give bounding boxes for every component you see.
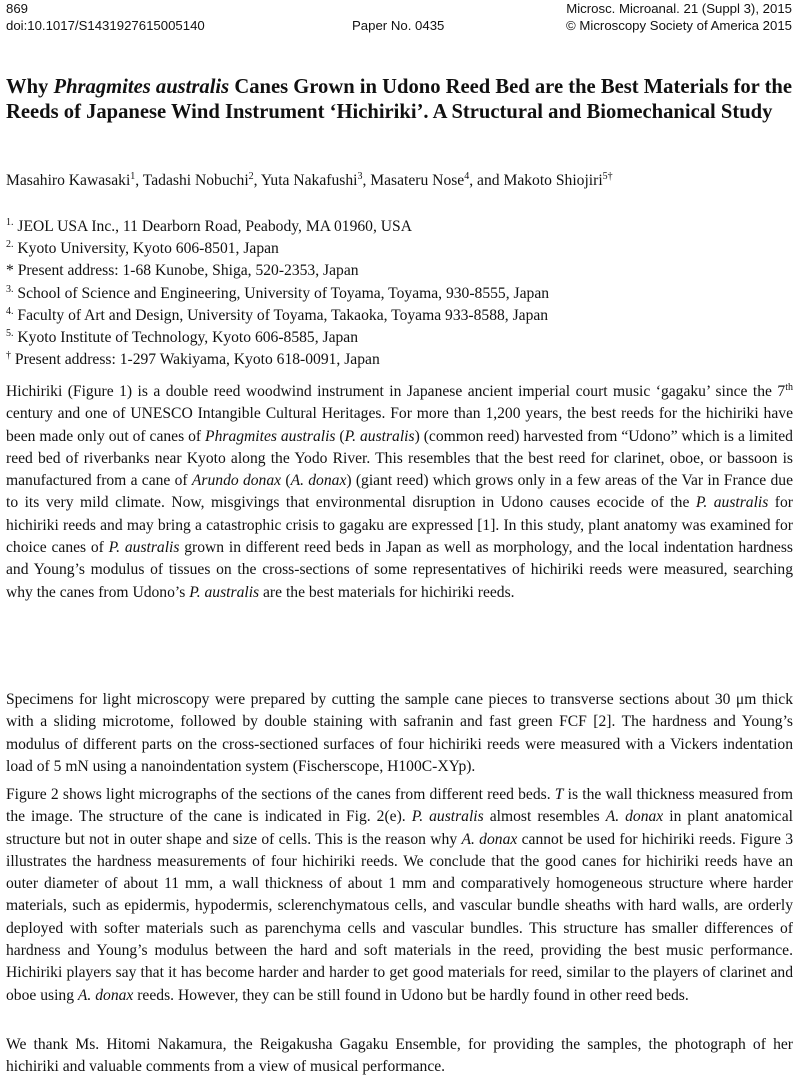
text-run: in plant anatomical structure but not in outer shape and size of cells. This is the reason why [6, 808, 793, 848]
author-name: Masahiro Kawasaki [6, 172, 131, 189]
author-separator: , [362, 172, 371, 189]
affiliation [6, 218, 412, 236]
title-part: Canes Grown in Udono Reed Bed are the Best Materials for the Reeds of Japanese Wind Instrument ‘Hichiriki’. A Structural and Biomechanical Study [6, 76, 793, 123]
affiliation-text: Faculty of Art and Design, University of Toyama, Takaoka, Toyama 933-8588, Japan [13, 307, 549, 324]
affiliation-text: Present address: 1-297 Wakiyama, Kyoto 618-0091, Japan [11, 351, 380, 368]
text-run: ( [281, 472, 291, 490]
author-affiliation-mark: 1 [130, 171, 136, 182]
species-name: Phragmites australis [205, 427, 336, 445]
text-run: century and one of UNESCO Intangible Cultural Heritages. For more than 1,200 years, the best reeds for the hichiriki have been made only out of canes of [6, 405, 793, 445]
author-affiliation-mark: 5† [602, 171, 613, 182]
species-name: A. donax [605, 808, 664, 826]
text-run: almost resembles [483, 808, 606, 826]
affiliation-mark: 5. [6, 328, 14, 339]
page-number: 869 [6, 1, 29, 16]
variable: T [554, 786, 564, 803]
affiliation [6, 307, 548, 325]
affiliation-mark: 4. [6, 306, 14, 317]
paper-number: Paper No. 0435 [352, 18, 445, 33]
species-name: A. donax [461, 830, 518, 848]
affiliation [6, 240, 279, 258]
affiliation [6, 329, 358, 347]
species-name: P. australis [189, 583, 260, 601]
text-run: cannot be used for hichiriki reeds. Figure 3 illustrates the hardness measurements of four hichiriki reeds. We conclude that the good canes for hichiriki reeds have an outer diameter of about 11 mm, a wall thickness of about 1 mm and comparatively homogeneous structure where harder materials, such as epidermis, hypodermis, sclerenchymatous cells, and vascular bundle sheaths with hard walls, are orderly deployed with softer materials such as parenchyma cells and vascular bundles. This structure has smaller differences of hardness and Young’s modulus between the hard and soft materials in the reed, providing the best music performance. Hichiriki players say that it has become harder and harder to get good materials for reed, similar to the players of clarinet and oboe using [6, 830, 793, 1004]
author-separator: , and [469, 172, 504, 189]
affiliation-mark: 2. [6, 239, 14, 250]
affiliation-text: * Present address: 1-68 Kunobe, Shiga, 520-2353, Japan [6, 262, 359, 279]
species-name: A. donax [290, 472, 347, 490]
text-run: for hichiriki reeds and may bring a catastrophic crisis to gagaku are expressed [1]. In this study, plant anatomy was examined for choice canes of [6, 494, 793, 557]
author-name: Tadashi Nobuchi [142, 172, 249, 189]
author-list [6, 172, 613, 190]
author-name: Yuta Nakafushi [260, 172, 358, 189]
affiliation-text: Kyoto University, Kyoto 606-8501, Japan [13, 240, 279, 257]
affiliation-text: Kyoto Institute of Technology, Kyoto 606-8585, Japan [13, 329, 359, 346]
journal-citation: Microsc. Microanal. 21 (Suppl 3), 2015 [566, 1, 792, 16]
body-paragraph-intro [6, 381, 793, 604]
text-run: reeds. However, they can be still found in Udono but be hardly found in other reed beds. [133, 986, 689, 1004]
affiliation-mark: † [6, 350, 11, 361]
text-run: ) (common reed) harvested from “Udono” which is a limited reed bed of riverbanks near Kyoto along the Yodo River. This resembles that the best reed for clarinet, oboe, or bassoon is manufactured from a cane of [6, 427, 793, 490]
body-paragraph-results [6, 784, 793, 1007]
affiliation-mark: 3. [6, 284, 14, 295]
affiliation [6, 262, 359, 280]
affiliation-text: School of Science and Engineering, University of Toyama, Toyama, 930-8555, Japan [13, 285, 550, 302]
author-name: Makoto Shiojiri [503, 172, 603, 189]
paper-title [6, 75, 796, 125]
text-run: grown in different reed beds in Japan as well as morphology, and the local indentation hardness and Young’s modulus of tissues on the cross-sections of some representatives of hichiriki reeds were measured, searching why the canes from Udono’s [6, 539, 793, 601]
author-separator: , [253, 172, 261, 189]
affiliation-text: JEOL USA Inc., 11 Dearborn Road, Peabody, MA 01960, USA [13, 218, 412, 235]
author-affiliation-mark: 2 [248, 171, 254, 182]
author-separator: , [135, 172, 143, 189]
species-name: P. australis [411, 808, 484, 826]
text-run: are the best materials for hichiriki reeds. [259, 583, 515, 601]
title-part: Why [6, 76, 54, 98]
text-run: Figure 2 shows light micrographs of the sections of the canes from different reed beds. [6, 786, 555, 803]
author-affiliation-mark: 4 [464, 171, 470, 182]
title-species: Phragmites australis [53, 76, 230, 98]
author-affiliation-mark: 3 [357, 171, 363, 182]
affiliation [6, 285, 549, 303]
author-name: Masateru Nose [370, 172, 465, 189]
text-run: ( [335, 427, 345, 445]
body-paragraph-methods: Specimens for light microscopy were prepared by cutting the sample cane pieces to transverse sections about 30 μm thick with a sliding microtome, followed by double staining with safranin and fast green FCF [2]. The hardness and Young’s modulus of different parts on the cross-sectioned surfaces of four hichiriki reeds were measured with a Vickers indentation load of 5 mN using a nanoindentation system (Fischerscope, H100C-XYp). [6, 691, 793, 775]
acknowledgement-paragraph: We thank Ms. Hitomi Nakamura, the Reigakusha Gagaku Ensemble, for providing the samples, the photograph of her hichiriki and valuable comments from a view of musical performance. [6, 1036, 793, 1076]
text-run: Hichiriki (Figure 1) is a double reed woodwind instrument in Japanese ancient imperial court music ‘gagaku’ since the 7 [6, 383, 786, 400]
species-name: P. australis [695, 494, 769, 512]
species-name: Arundo donax [191, 472, 282, 490]
doi: doi:10.1017/S1431927615005140 [6, 18, 205, 33]
superscript: th [785, 382, 793, 393]
text-run: is the wall thickness measured from the image. The structure of the cane is indicated in Fig. 2(e). [6, 786, 793, 826]
species-name: P. australis [108, 539, 180, 557]
affiliation-mark: 1. [6, 217, 14, 228]
species-name: A. donax [77, 986, 134, 1004]
text-run: ) (giant reed) which grows only in a few areas of the Var in France due to its very mild climate. Now, misgivings that environmental disruption in Udono causes ecocide of the [6, 472, 794, 512]
copyright: © Microscopy Society of America 2015 [566, 18, 792, 33]
species-name: P. australis [344, 427, 415, 445]
affiliation [6, 351, 380, 369]
